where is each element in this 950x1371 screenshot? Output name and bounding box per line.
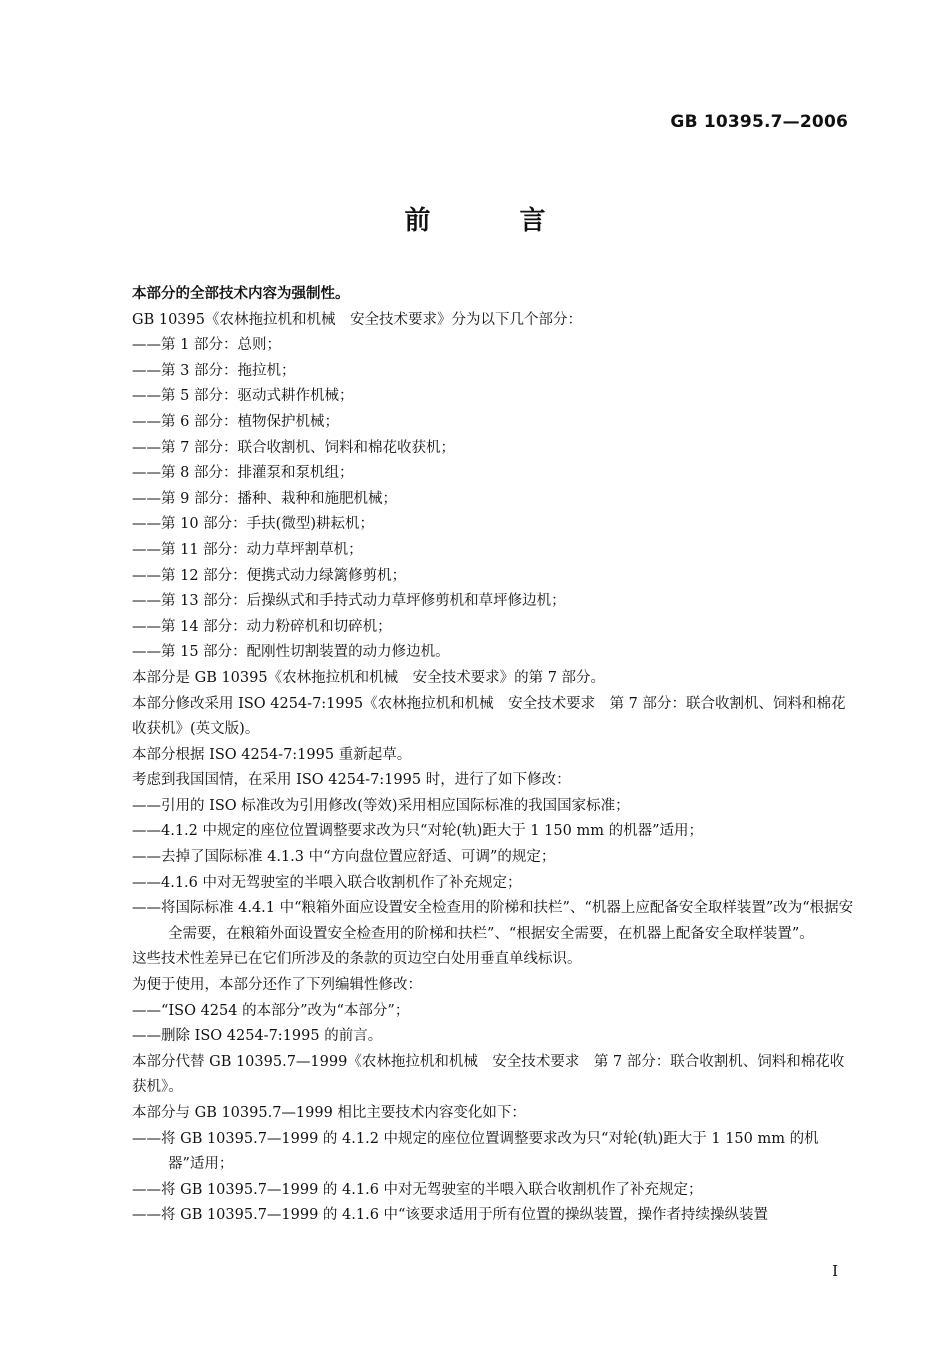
list-item: ——将 GB 10395.7—1999 的 4.1.6 中对无驾驶室的半喂入联合收割机作了补充规定； <box>132 1181 703 1198</box>
list-item: ——第 3 部分：拖拉机； <box>132 362 296 379</box>
list-item: ——将国际标准 4.4.1 中“粮箱外面应设置安全检查用的阶梯和扶栏”、“机器上应配备安全取样装置”改为“根据安全需要，在粮箱外面设置安全检查用的阶梯和扶栏”、“根据安全需要，在机器上配备安全取样装置”。 <box>132 900 854 942</box>
list-item: ——引用的 ISO 标准改为引用修改(等效)采用相应国际标准的我国国家标准； <box>132 797 630 814</box>
page-number: I <box>832 1262 838 1280</box>
list-item: ——第 11 部分：动力草坪割草机； <box>132 541 363 558</box>
list-item: ——第 14 部分：动力粉碎机和切碎机； <box>132 618 392 635</box>
paragraph: 这些技术性差异已在它们所涉及的条款的页边空白处用垂直单线标识。 <box>132 951 582 968</box>
paragraph: 本部分修改采用 ISO 4254-7:1995《农林拖拉机和机械 安全技术要求 第 7 部分：联合收割机、饲料和棉花收获机》(英文版)。 <box>132 695 846 738</box>
list-item: ——第 12 部分：便携式动力绿篱修剪机； <box>132 567 407 584</box>
paragraph: 本部分根据 ISO 4254-7:1995 重新起草。 <box>132 746 412 763</box>
list-item: ——第 9 部分：播种、栽种和施肥机械； <box>132 490 397 507</box>
paragraph: 为便于使用，本部分还作了下列编辑性修改： <box>132 977 422 994</box>
list-item: ——第 10 部分：手扶(微型)耕耘机； <box>132 516 374 533</box>
list-item: ——将 GB 10395.7—1999 的 4.1.6 中“该要求适用于所有位置的操纵装置，操作者持续操纵装置 <box>132 1207 768 1224</box>
list-item: ——第 1 部分：总则； <box>132 337 281 354</box>
list-item: ——“ISO 4254 的本部分”改为“本部分”； <box>132 1002 410 1019</box>
list-item: ——第 5 部分：驱动式耕作机械； <box>132 388 354 405</box>
list-item: ——第 7 部分：联合收割机、饲料和棉花收获机； <box>132 439 455 456</box>
list-item: ——将 GB 10395.7—1999 的 4.1.2 中规定的座位位置调整要求改为只“对轮(轨)距大于 1 150 mm 的机器”适用； <box>132 1130 819 1173</box>
list-item: ——删除 ISO 4254-7:1995 的前言。 <box>132 1028 383 1045</box>
list-item: ——去掉了国际标准 4.1.3 中“方向盘位置应舒适、可调”的规定； <box>132 849 556 866</box>
list-item: ——第 15 部分：配刚性切割装置的动力修边机。 <box>132 644 450 661</box>
paragraph: 本部分与 GB 10395.7—1999 相比主要技术内容变化如下： <box>132 1105 526 1121</box>
paragraph: 本部分代替 GB 10395.7—1999《农林拖拉机和机械 安全技术要求 第 7 部分：联合收割机、饲料和棉花收获机》。 <box>132 1053 845 1096</box>
paragraph: GB 10395《农林拖拉机和机械 安全技术要求》分为以下几个部分： <box>132 311 582 328</box>
list-item: ——4.1.6 中对无驾驶室的半喂入联合收割机作了补充规定； <box>132 874 522 891</box>
list-item: ——4.1.2 中规定的座位位置调整要求改为只“对轮(轨)距大于 1 150 mm 的机器”适用； <box>132 823 703 840</box>
list-item: ——第 13 部分：后操纵式和手持式动力草坪修剪机和草坪修边机； <box>132 593 566 610</box>
paragraph: 本部分是 GB 10395《农林拖拉机和机械 安全技术要求》的第 7 部分。 <box>132 669 606 686</box>
list-item: ——第 8 部分：排灌泵和泵机组； <box>132 465 354 482</box>
page-title: 前 言 <box>404 206 586 236</box>
standard-code: GB 10395.7—2006 <box>670 112 848 132</box>
paragraph: 考虑到我国国情，在采用 ISO 4254-7:1995 时，进行了如下修改： <box>132 772 571 789</box>
paragraph: 本部分的全部技术内容为强制性。 <box>132 286 350 302</box>
list-item: ——第 6 部分：植物保护机械； <box>132 413 339 430</box>
document-body <box>132 282 854 1229</box>
